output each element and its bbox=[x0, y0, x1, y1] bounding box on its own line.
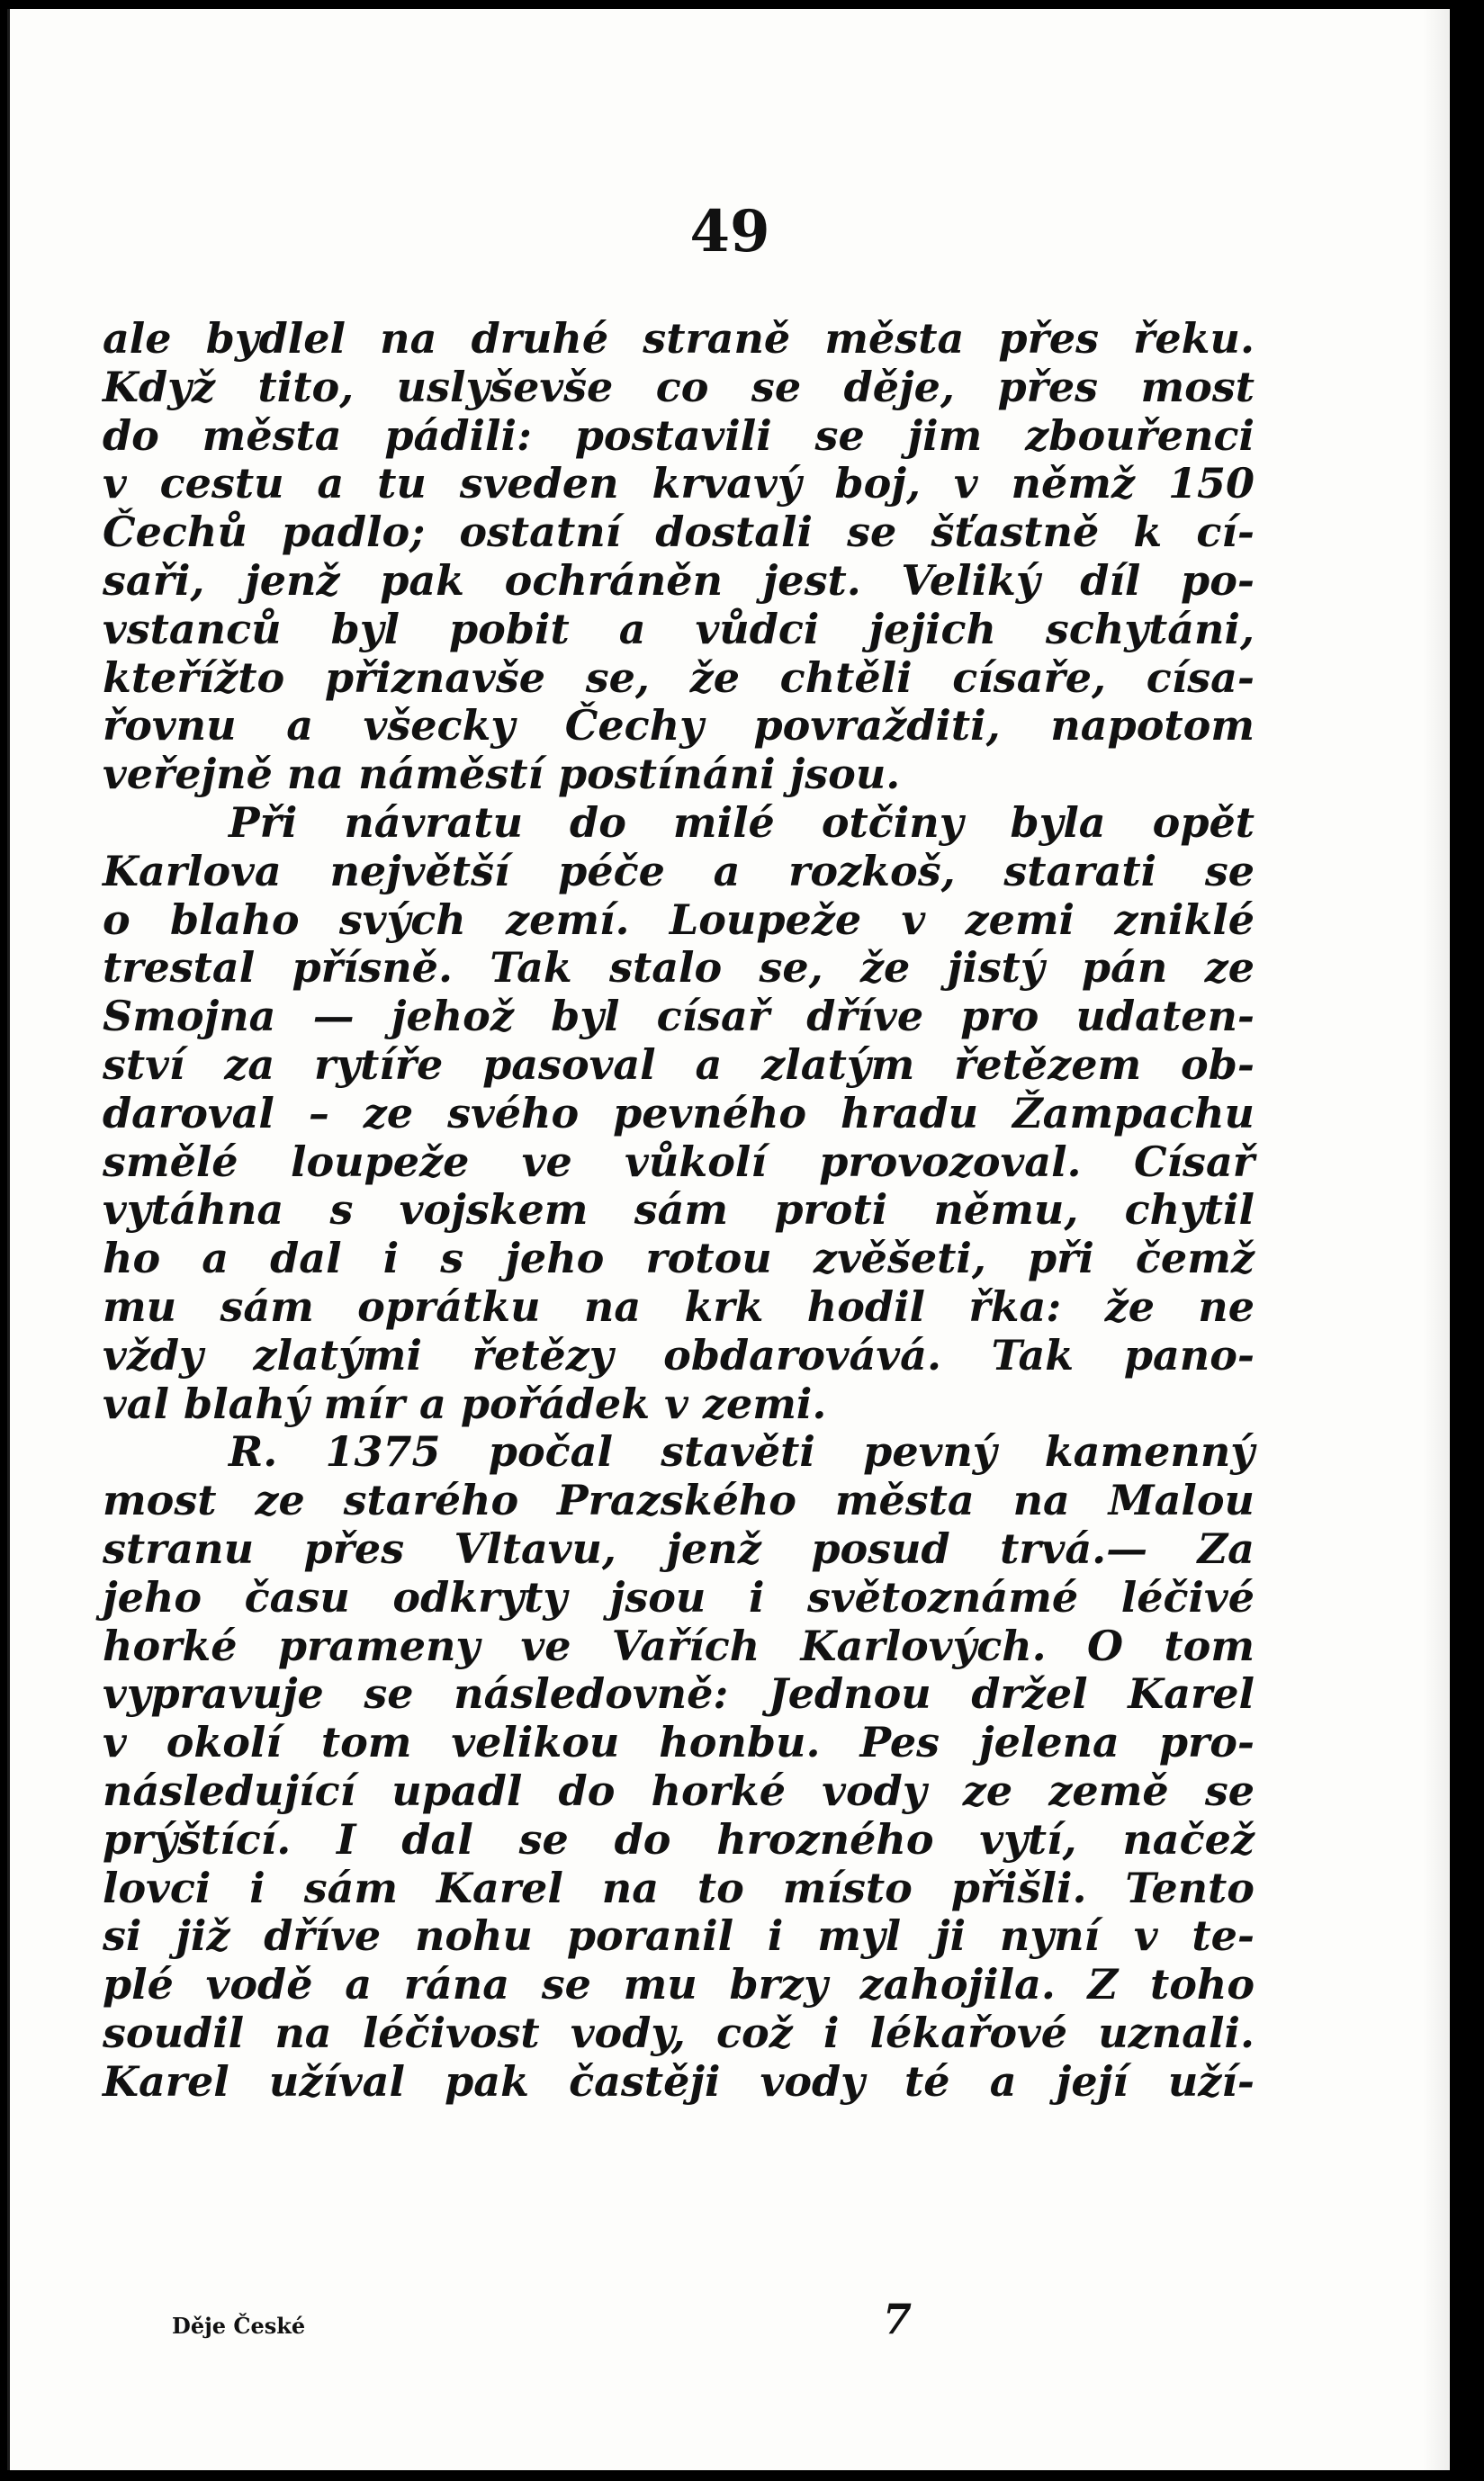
page-number: 49 bbox=[689, 198, 770, 265]
page-edge-shadow bbox=[1423, 9, 1450, 2470]
text-line: ale bydlel na druhé straně města přes řeku. bbox=[103, 314, 1255, 363]
text-line: Při návratu do milé otčiny byla opět bbox=[229, 797, 1255, 847]
text-line: o blaho svých zemí. Loupeže v zemi zniklé bbox=[103, 894, 1255, 944]
text-line: následující upadl do horké vody ze země se bbox=[103, 1766, 1255, 1815]
text-line: smělé loupeže ve vůkolí provozoval. Císař bbox=[103, 1137, 1255, 1186]
text-line: kteřížto přiznavše se, že chtěli císaře, císa- bbox=[103, 652, 1255, 702]
text-line: vždy zlatými řetězy obdarovává. Tak pano- bbox=[103, 1330, 1255, 1380]
text-line: stranu přes Vltavu, jenž posud trvá.— Za bbox=[103, 1524, 1255, 1573]
text-line: Karlova největší péče a rozkoš, starati se bbox=[103, 846, 1255, 895]
signature-title: Děje České bbox=[172, 2313, 306, 2339]
text-line: v cestu a tu sveden krvavý boj, v němž 150 bbox=[103, 459, 1255, 508]
text-line: daroval – ze svého pevného hradu Žampachu bbox=[103, 1088, 1255, 1137]
text-line: horké prameny ve Vařích Karlových. O tom bbox=[103, 1621, 1255, 1670]
text-line: most ze starého Prazského města na Malou bbox=[103, 1476, 1255, 1525]
text-line: Když tito, uslyševše co se děje, přes most bbox=[103, 362, 1255, 411]
text-line: saři, jenž pak ochráněn jest. Veliký díl po- bbox=[103, 555, 1255, 605]
text-line: vypravuje se následovně: Jednou držel Karel bbox=[103, 1669, 1255, 1719]
book-page bbox=[7, 9, 1450, 2470]
text-line: vstanců byl pobit a vůdci jejich schytáni, bbox=[103, 604, 1255, 653]
text-line: val blahý mír a pořádek v zemi. bbox=[103, 1379, 827, 1428]
body-text bbox=[103, 315, 1255, 2106]
text-line: ství za rytíře pasoval a zlatým řetězem ob- bbox=[103, 1039, 1255, 1089]
text-line: trestal přísně. Tak stalo se, že jistý pán ze bbox=[103, 943, 1255, 993]
text-line: mu sám oprátku na krk hodil řka: že ne bbox=[103, 1281, 1255, 1331]
text-line: veřejně na náměstí postínáni jsou. bbox=[103, 750, 901, 799]
text-line: lovci i sám Karel na to místo přišli. Tento bbox=[103, 1863, 1255, 1912]
signature-mark: 7 bbox=[883, 2295, 913, 2343]
text-line: v okolí tom velikou honbu. Pes jelena pro- bbox=[103, 1718, 1255, 1767]
text-line: do města pádili: postavili se jim zbouřenci bbox=[103, 410, 1255, 460]
page-footer bbox=[172, 2295, 1306, 2358]
text-line: řovnu a všecky Čechy povražditi, napotom bbox=[103, 701, 1255, 751]
text-line: si již dříve nohu poranil i myl ji nyní v te- bbox=[103, 1911, 1255, 1961]
text-line: vytáhna s vojskem sám proti němu, chytil bbox=[103, 1185, 1255, 1235]
text-line: Čechů padlo; ostatní dostali se šťastně k cí- bbox=[103, 508, 1255, 557]
text-line: ho a dal i s jeho rotou zvěšeti, při čemž bbox=[103, 1234, 1255, 1283]
text-line: Smojna — jehož byl císař dříve pro udaten- bbox=[103, 992, 1255, 1041]
text-line: prýštící. I dal se do hrozného vytí, načež bbox=[103, 1814, 1255, 1864]
text-line: Karel užíval pak častěji vody té a její uží- bbox=[103, 2056, 1255, 2106]
text-line: soudil na léčivost vody, což i lékařové uznali. bbox=[103, 2008, 1255, 2057]
text-line: jeho času odkryty jsou i světoznámé léčivé bbox=[103, 1572, 1255, 1622]
text-line: R. 1375 počal stavěti pevný kamenný bbox=[229, 1427, 1255, 1477]
text-line: plé vodě a rána se mu brzy zahojila. Z toho bbox=[103, 1960, 1255, 2009]
